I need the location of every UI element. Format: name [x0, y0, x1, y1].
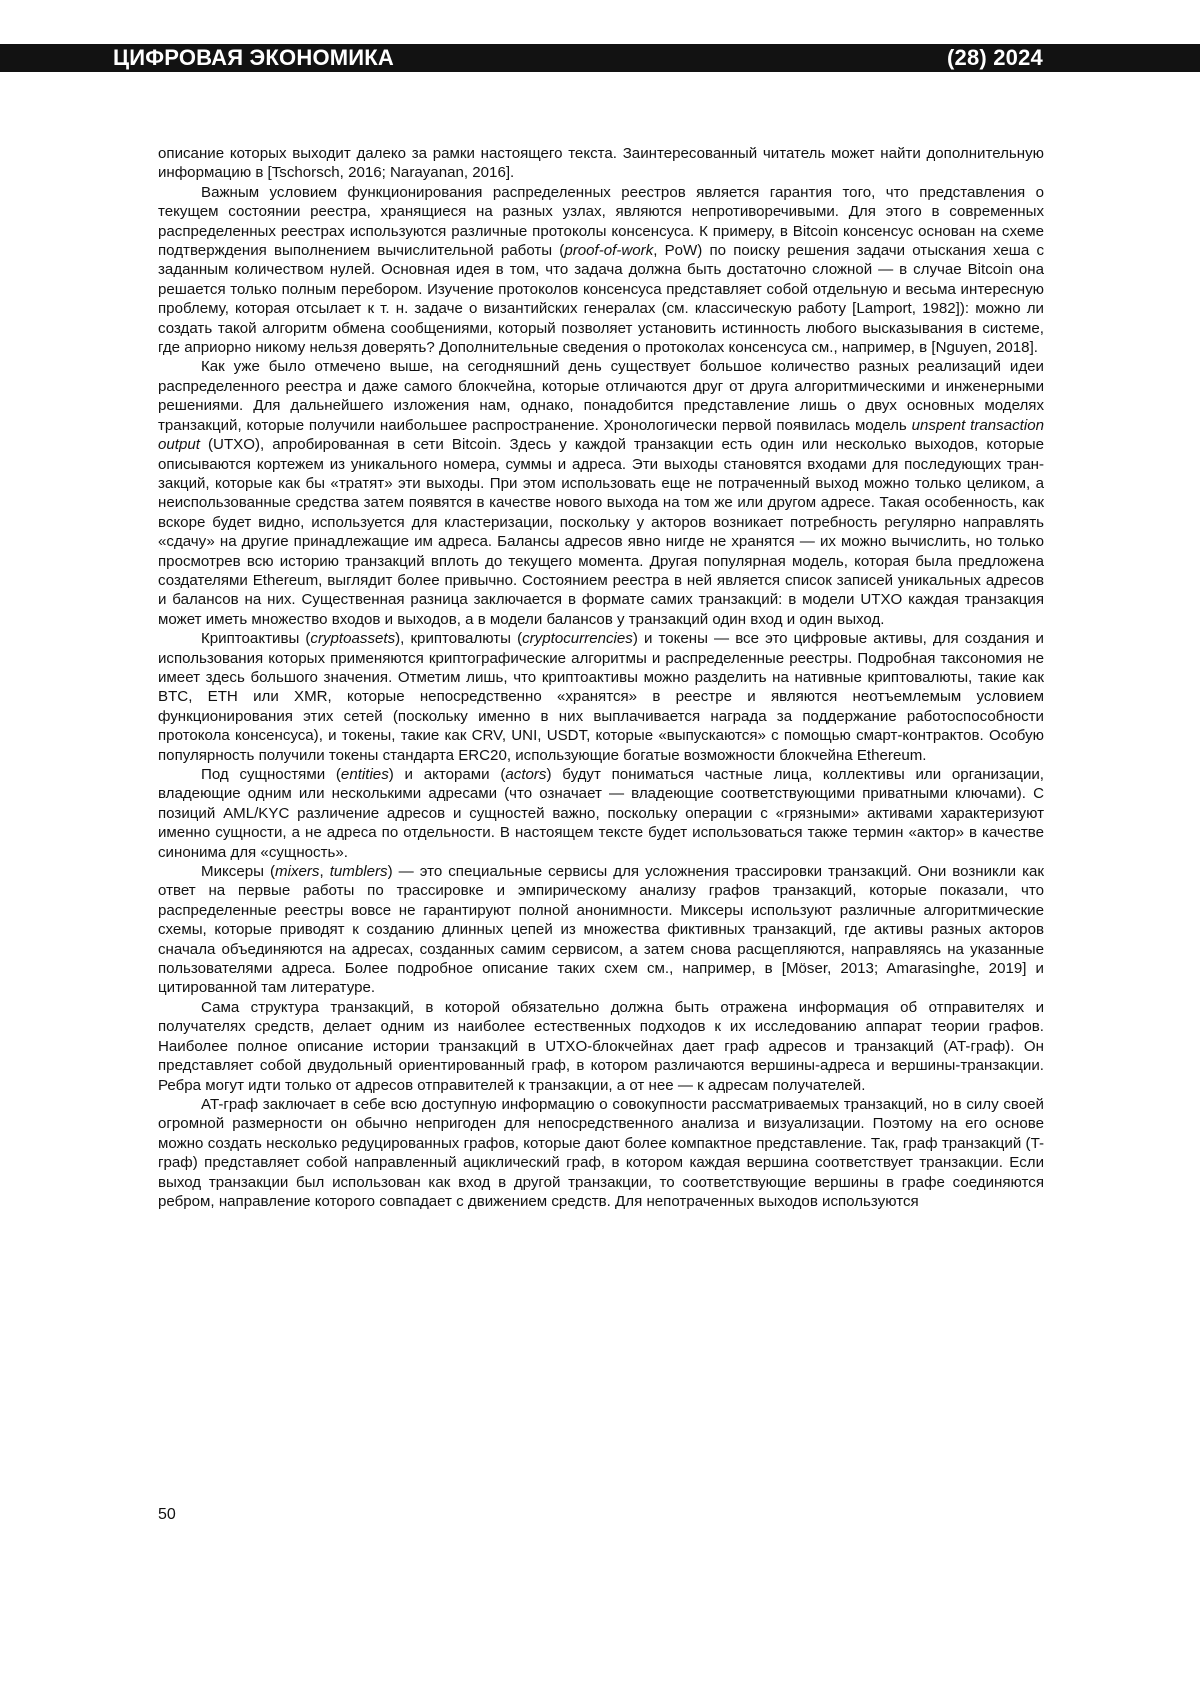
article-body — [158, 144, 1044, 1211]
journal-title: ЦИФРОВАЯ ЭКОНОМИКА — [113, 44, 394, 72]
paragraph-5: Под сущностями (entities) и акторами (actors) будут пониматься частные лица, коллективы или ор­ганизации, владеющие одним или несколькими адресами (что означает — владеющие соответствую­щими приватными ключами). С позиций AML/KYC различение адресов и сущностей важно, поскольку операции с «грязными» активами характеризуют именно сущности, а не адреса по отдельности. В насто­ящем тексте будет использоваться также термин «актор» в качестве синонима для «сущность». — [158, 765, 1044, 862]
paragraph-7: Сама структура транзакций, в которой обязательно должна быть отражена информация об отпра­вителях и получателях средств, делает одним из наиболее естественных подходов к их исследованию аппарат теории графов. Наиболее полное описание истории транзакций в UTXO-блокчейнах дает граф адресов и транзакций (AT-граф). Он представляет собой двудольный ориентированный граф, в котором различаются вершины-адреса и вершины-транзакции. Ребра могут идти только от адресов отправите­лей к транзакции, а от нее — к адресам получателей. — [158, 998, 1044, 1095]
paragraph-6: Миксеры (mixers, tumblers) — это специальные сервисы для усложнения трассировки транзакций. Они возникли как ответ на первые работы по трассировке и эмпирическому анализу графов транзакций, которые показали, что распределенные реестры вовсе не гарантируют полной анонимности. Миксеры используют различные алгоритмические схемы, которые приводят к созданию длинных цепей из множе­ства фиктивных транзакций, где активы разных акторов сначала объединяются на адресах, созданных самим сервисом, а затем снова расщепляются, направляясь на указанные пользователями адреса. Бо­лее подробное описание таких схем см., например, в [Möser, 2013; Amarasinghe, 2019] и цитированной там литературе. — [158, 862, 1044, 998]
issue-number: (28) 2024 — [947, 44, 1043, 72]
paragraph-4: Криптоактивы (cryptoassets), криптовалюты (cryptocurrencies) и токены — все это цифровые активы, для создания и использования которых применяются криптографические алгоритмы и распределенные реестры. Подробная таксономия не имеет здесь большого значения. Отметим лишь, что криптоактивы можно разделить на нативные криптовалюты, такие как BTC, ETH или XMR, которые непосредственно «хранятся» в реестре и являются неотъемлемым условием функционирования этих сетей (поскольку именно в них выплачивается награда за поддержание работоспособности протокола консенсуса), и то­кены, такие как CRV, UNI, USDT, которые «выпускаются» с помощью смарт-контрактов. Особую попу­лярность получили токены стандарта ERC20, использующие богатые возможности блокчейна Ethereum. — [158, 629, 1044, 765]
paragraph-8: AT-граф заключает в себе всю доступную информацию о совокупности рассматриваемых транзак­ций, но в силу своей огромной размерности он обычно непригоден для непосредственного анализа и визуализации. Поэтому на его основе можно создать несколько редуцированных графов, которые дают более компактное представление. Так, граф транзакций (T-граф) представляет собой направленный ациклический граф, в котором каждая вершина соответствует транзакции. Если выход транзакции был использован как вход в другой транзакции, то соответствующие вершины в графе соединяются ребром, направление которого совпадает с движением средств. Для непотраченных выходов используются — [158, 1095, 1044, 1211]
paragraph-1: описание которых выходит далеко за рамки настоящего текста. Заинтересованный читатель может найти дополнительную информацию в [Tschorsch, 2016; Narayanan, 2016]. — [158, 144, 1044, 183]
page-number: 50 — [158, 1506, 176, 1524]
paragraph-2: Важным условием функционирования распределенных реестров является гарантия того, что пред­ставления о текущем состоянии реестра, хранящиеся на разных узлах, являются непротиворечивыми. Для этого в современных распределенных реестрах используются различные протоколы консенсуса. К примеру, в Bitcoin консенсус основан на схеме подтверждения выполнением вычислительной работы (proof-of-work, PoW) по поиску решения задачи отыскания хеша с заданным количеством нулей. Основ­ная идея в том, что задача должна быть достаточно сложной — в случае Bitcoin она решается только полным перебором. Изучение протоколов консенсуса представляет собой отдельную и весьма интерес­ную проблему, которая отсылает к т. н. задаче о византийских генералах (см. классическую работу [Lamport, 1982]): можно ли создать такой алгоритм обмена сообщениями, который позволяет установить истинность любого высказывания в системе, где априорно никому нельзя доверять? Дополнительные сведения о протоколах консенсуса см., например, в [Nguyen, 2018]. — [158, 183, 1044, 358]
journal-header-bar — [0, 44, 1200, 72]
paragraph-3: Как уже было отмечено выше, на сегодняшний день существует большое количество разных реа­лизаций идеи распределенного реестра и даже самого блокчейна, которые отличаются друг от друга алгоритмическими и инженерными решениями. Для дальнейшего изложения нам, однако, понадобится представление лишь о двух основных моделях транзакций, которые получили наибольшее распростра­нение. Хронологически первой появилась модель unspent transaction output (UTXO), апробированная в сети Bitcoin. Здесь у каждой транзакции есть один или несколько выходов, которые описываются корте­жем из уникального номера, суммы и адреса. Эти выходы становятся входами для последующих тран­закций, которые как бы «тратят» эти выходы. При этом использовать еще не потраченный выход можно только целиком, а неиспользованные средства затем появятся в качестве нового выхода на том же или другом адресе. Такая особенность, как вскоре будет видно, используется для кластеризации, поскольку у акторов возникает потребность регулярно направлять «сдачу» на другие принадлежащие им адреса. Балансы адресов явно нигде не хранятся — их можно вычислить, но только просмотрев всю историю транзакций вплоть до текущего момента. Другая популярная модель, которая была предложена созда­телями Ethereum, выглядит более привычно. Состоянием реестра в ней является список записей уни­кальных адресов и балансов на них. Существенная разница заключается в формате самих транзакций: в модели UTXO каждая транзакция может иметь множество входов и выходов, а в модели балансов у транзакций один вход и один выход. — [158, 357, 1044, 629]
